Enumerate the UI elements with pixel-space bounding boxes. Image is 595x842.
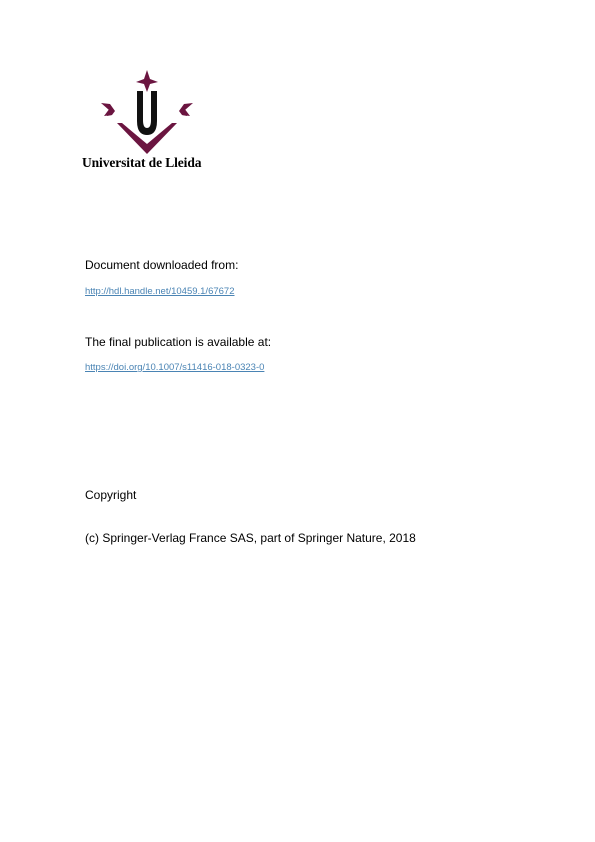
download-link[interactable]: http://hdl.handle.net/10459.1/67672 (85, 286, 235, 297)
university-logo (82, 66, 217, 178)
publication-label: The final publication is available at: (85, 335, 272, 349)
university-name: Universitat de Lleida (82, 155, 202, 170)
download-label: Document downloaded from: (85, 258, 239, 272)
university-emblem-icon (98, 70, 198, 156)
copyright-heading: Copyright (85, 488, 137, 502)
publication-link[interactable]: https://doi.org/10.1007/s11416-018-0323-0 (85, 362, 265, 373)
copyright-notice: (c) Springer-Verlag France SAS, part of Springer Nature, 2018 (85, 531, 416, 545)
